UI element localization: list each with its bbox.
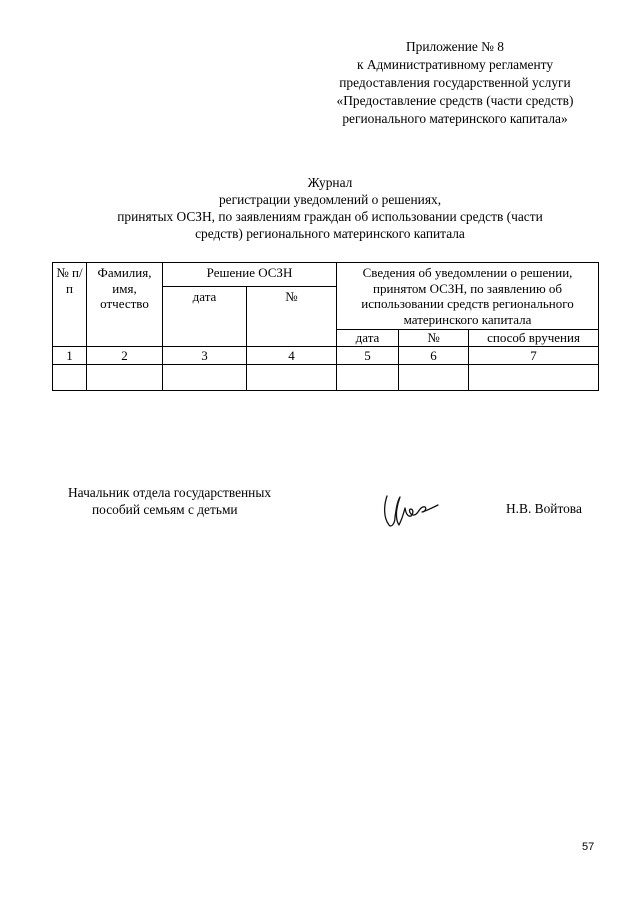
header-name: Фамилия, имя, отчество: [87, 263, 163, 347]
column-number-row: [53, 346, 599, 365]
table-cell: [399, 365, 469, 391]
table-header-row: [53, 263, 599, 287]
header-delivery-method: способ вручения: [469, 330, 599, 347]
column-number: 1: [53, 346, 87, 365]
appendix-line: Приложение № 8: [405, 39, 505, 54]
appendix-line: предоставления государственной услуги: [339, 75, 571, 90]
column-number: 6: [399, 346, 469, 365]
column-number: 3: [163, 346, 247, 365]
appendix-header: [280, 38, 630, 128]
table-cell: [247, 365, 337, 391]
handwritten-signature: [378, 488, 442, 532]
journal-title-block: [40, 174, 620, 242]
signatory-position: [68, 484, 271, 518]
column-number: 5: [337, 346, 399, 365]
journal-subtitle-line: принятых ОСЗН, по заявлениям граждан об использовании средств (части: [117, 209, 543, 224]
page-number: 57: [582, 841, 595, 853]
header-notification-number: №: [399, 330, 469, 347]
header-decision-date: дата: [163, 287, 247, 347]
header-decision-number: №: [247, 287, 337, 347]
journal-subtitle-line: регистрации уведомлений о решениях,: [218, 192, 442, 207]
journal-subtitle-line: средств) регионального материнского капитала: [195, 226, 465, 241]
column-number: 7: [469, 346, 599, 365]
table-cell: [87, 365, 163, 391]
journal-title: Журнал: [307, 175, 353, 190]
header-decision: Решение ОСЗН: [163, 263, 337, 287]
signer-name: Н.В. Войтова: [506, 501, 582, 516]
appendix-line: «Предоставление средств (части средств): [336, 93, 574, 108]
table-cell: [53, 365, 87, 391]
table-row: [53, 365, 599, 391]
table-cell: [337, 365, 399, 391]
column-number: 2: [87, 346, 163, 365]
position-line: пособий семьям с детьми: [92, 502, 238, 517]
column-number: 4: [247, 346, 337, 365]
table-cell: [163, 365, 247, 391]
table-cell: [469, 365, 599, 391]
header-notification-date: дата: [337, 330, 399, 347]
appendix-line: регионального материнского капитала»: [342, 111, 568, 126]
header-number: № п/п: [53, 263, 87, 347]
position-line: Начальник отдела государственных: [68, 485, 272, 500]
journal-table: [52, 262, 599, 391]
appendix-line: к Административному регламенту: [356, 57, 554, 72]
header-notification: Сведения об уведомлении о решении, принятом ОСЗН, по заявлению об использовании средств регионального материнского капитала: [337, 263, 599, 330]
